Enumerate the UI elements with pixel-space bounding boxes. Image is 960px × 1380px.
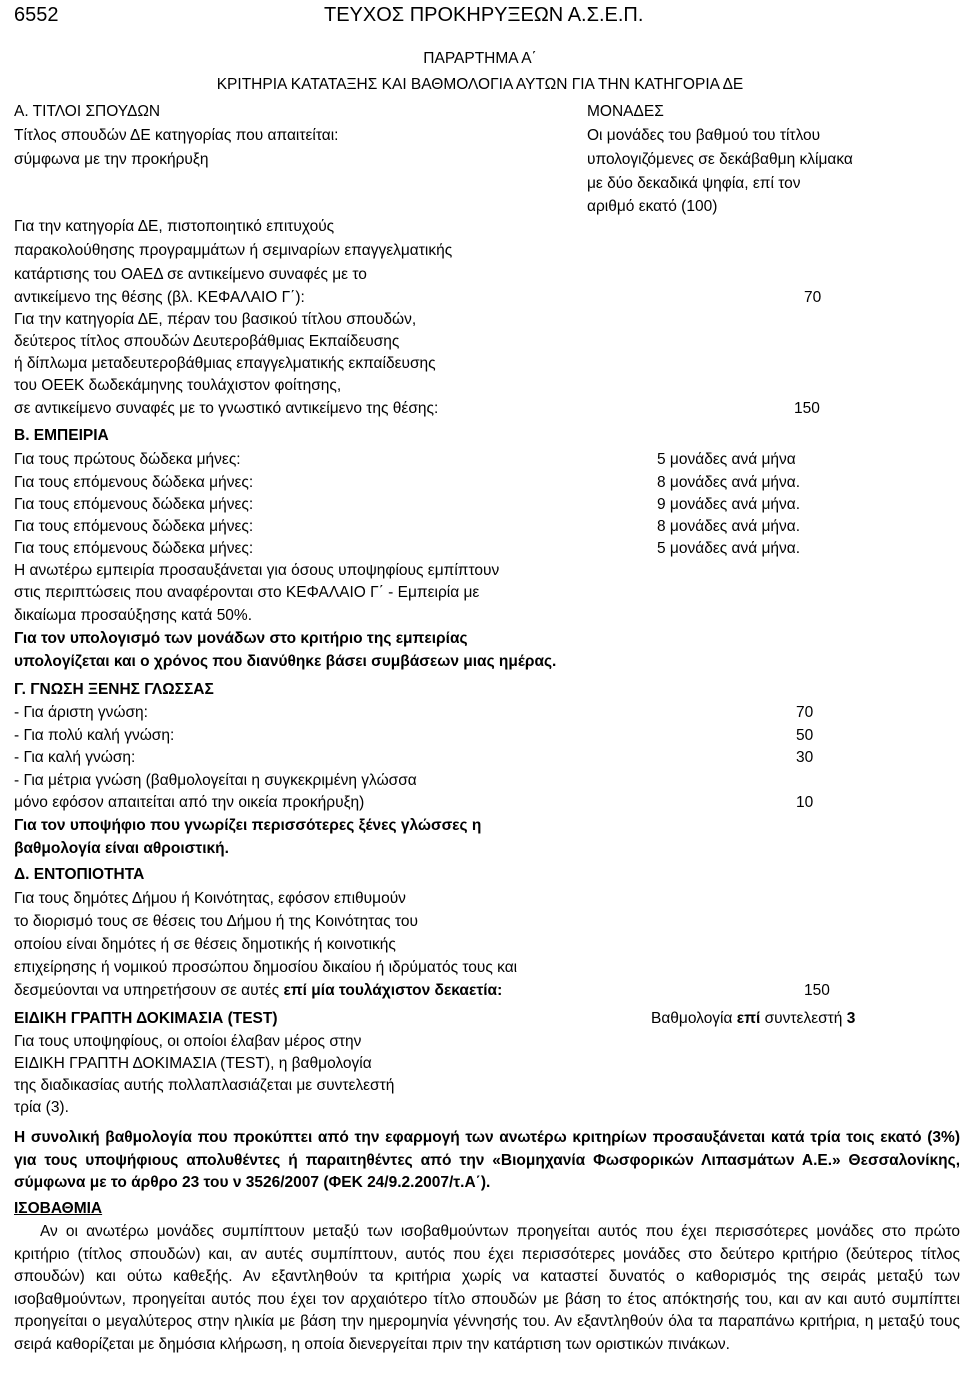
section-c-heading: Γ. ΓΝΩΣΗ ΞΕΝΗΣ ΓΛΩΣΣΑΣ — [14, 681, 214, 698]
language-row-value: 30 — [796, 749, 814, 766]
tie-heading: ΙΣΟΒΑΘΜΙΑ — [14, 1200, 103, 1217]
locality-line: οποίου είναι δημότες ή σε θέσεις δημοτικής ή κοινοτικής — [14, 936, 396, 953]
experience-row-label: Για τους επόμενους δώδεκα μήνες: — [14, 474, 254, 491]
experience-note-line: στις περιπτώσεις που αναφέρονται στο ΚΕΦΑΛΑΙΟ Γ΄ - Εμπειρία με — [14, 584, 480, 601]
experience-row-label: Για τους πρώτους δώδεκα μήνες: — [14, 451, 241, 468]
item1-line: Για την κατηγορία ΔΕ, πιστοποιητικό επιτυχούς — [14, 218, 335, 235]
item2-points: 150 — [794, 400, 820, 417]
experience-row-label: Για τους επόμενους δώδεκα μήνες: — [14, 518, 254, 535]
language-moderate-line: - Για μέτρια γνώση (βαθμολογείται η συγκεκριμένη γλώσσα — [14, 772, 417, 789]
special-test-line: τρία (3). — [14, 1099, 69, 1116]
special-test-line: Για τους υποψηφίους, οι οποίοι έλαβαν μέρος στην — [14, 1033, 362, 1050]
locality-points: 150 — [804, 982, 830, 999]
coefficient-text: συντελεστή — [760, 1010, 847, 1027]
tie-paragraph: Αν οι ανωτέρω μονάδες συμπίπτουν μεταξύ των ισοβαθμούντων προηγείται αυτός που έχει περισσότερες μονάδες στο πρώτο κριτήριο (τίτλος σπουδών) και, αν αυτές συμπίπτουν, αυτός που έχει περισσότερες μονάδες στο δεύτερο κριτήριο (δεύτερος τίτλος σπουδών) και ούτω καθεξής. Αν εξαντληθούν τα κριτήρια χωρίς να καταστεί δυνατός ο καθορισμός της σειράς μεταξύ των ισοβαθμούντων, προηγείται αυτός που έχει τον αρχαιότερο τίτλο σπουδών με βάση το έτος απόκτησής του, και αν και αυτό συμπίπτει προηγείται ο μεγαλύτερος στην ηλικία με βάση την ημερομηνία γέννησής του. Αν εξαντληθούν όλα τα παραπάνω κριτήρια, η μεταξύ τους σειρά καθορίζεται με δημόσια κλήρωση, η οποία διενεργείται πριν την κατάρτιση των οριστικών πινάκων. — [14, 1223, 960, 1353]
item2-line: δεύτερος τίτλος σπουδών Δευτεροβάθμιας Εκπαίδευσης — [14, 333, 400, 350]
section-a-intro-line: Τίτλος σπουδών ΔΕ κατηγορίας που απαιτείται: — [14, 127, 339, 144]
language-row-label: - Για καλή γνώση: — [14, 749, 136, 766]
coefficient-value: 3 — [846, 1010, 856, 1027]
language-row-label: - Για πολύ καλή γνώση: — [14, 727, 175, 744]
special-test-coefficient — [651, 1008, 855, 1030]
item2-line: Για την κατηγορία ΔΕ, πέραν του βασικού τίτλου σπουδών, — [14, 311, 417, 328]
language-row-label: - Για άριστη γνώση: — [14, 704, 148, 721]
special-test-heading: ΕΙΔΙΚΗ ΓΡΑΠΤΗ ΔΟΚΙΜΑΣΙΑ (TEST) — [14, 1010, 278, 1027]
coefficient-bold: επί — [736, 1010, 761, 1027]
locality-last-line — [14, 980, 502, 1002]
section-b-heading: Β. ΕΜΠΕΙΡΙΑ — [14, 427, 109, 444]
language-moderate-line: μόνο εφόσον απαιτείται από την οικεία προκήρυξη) — [14, 794, 365, 811]
locality-last-line-bold: επί μία τουλάχιστον δεκαετία: — [283, 982, 503, 999]
annex-title: ΠΑΡΑΡΤΗΜΑ Α΄ — [423, 50, 537, 67]
experience-row-label: Για τους επόμενους δώδεκα μήνες: — [14, 540, 254, 557]
language-row-value: 50 — [796, 727, 814, 744]
item2-line: ή δίπλωμα μεταδευτεροβάθμιας επαγγελματικής εκπαίδευσης — [14, 355, 436, 372]
experience-row-value: 8 μονάδες ανά μήνα. — [657, 474, 801, 491]
units-description-line: Οι μονάδες του βαθμού του τίτλου — [587, 127, 821, 144]
annex-subtitle: ΚΡΙΤΗΡΙΑ ΚΑΤΑΤΑΞΗΣ ΚΑΙ ΒΑΘΜΟΛΟΓΙΑ ΑΥΤΩΝ ΓΙΑ ΤΗΝ ΚΑΤΗΓΟΡΙΑ ΔΕ — [216, 76, 744, 93]
locality-line: Για τους δημότες Δήμου ή Κοινότητας, εφόσον επιθυμούν — [14, 890, 406, 907]
language-moderate-value: 10 — [796, 794, 814, 811]
coefficient-text: Βαθμολογία — [651, 1010, 737, 1027]
locality-line: επιχείρησης ή νομικού προσώπου δημοσίου δικαίου ή ιδρύματός τους και — [14, 959, 518, 976]
units-heading: ΜΟΝΑΔΕΣ — [587, 103, 664, 120]
special-test-line: ΕΙΔΙΚΗ ΓΡΑΠΤΗ ΔΟΚΙΜΑΣΙΑ (TEST), η βαθμολογία — [14, 1055, 372, 1072]
language-bold-note: βαθμολογία είναι αθροιστική. — [14, 840, 229, 857]
experience-row-label: Για τους επόμενους δώδεκα μήνες: — [14, 496, 254, 513]
issue-title: ΤΕΥΧΟΣ ΠΡΟΚΗΡΥΞΕΩΝ Α.Σ.Ε.Π. — [324, 4, 644, 26]
item2-line: σε αντικείμενο συναφές με το γνωστικό αντικείμενο της θέσης: — [14, 400, 439, 417]
language-bold-note: Για τον υποψήφιο που γνωρίζει περισσότερες ξένες γλώσσες η — [14, 817, 482, 834]
experience-bold-note: Για τον υπολογισμό των μονάδων στο κριτήριο της εμπειρίας — [14, 630, 468, 647]
total-score-paragraph: Η συνολική βαθμολογία που προκύπτει από την εφαρμογή των ανωτέρω κριτηρίων προσαυξάνεται κατά τρία τοις εκατό (3%) για τους υποψήφιους απολυθέντες ή παραιτηθέντες από την «Βιομηχανία Φωσφορικών Λιπασμάτων Α.Ε.» Θεσσαλονίκης, σύμφωνα με το άρθρο 23 του ν 3526/2007 (ΦΕΚ 24/9.2.2007/τ.Α΄). — [14, 1129, 960, 1192]
page-number: 6552 — [14, 4, 59, 26]
experience-row-value: 5 μονάδες ανά μήνα. — [657, 540, 801, 557]
units-description-line: αριθμό εκατό (100) — [587, 198, 718, 215]
section-a-intro-line: σύμφωνα με την προκήρυξη — [14, 151, 209, 168]
section-a-heading: Α. ΤΙΤΛΟΙ ΣΠΟΥΔΩΝ — [14, 103, 161, 120]
experience-row-value: 5 μονάδες ανά μήνα — [657, 451, 796, 468]
section-d-heading: Δ. ΕΝΤΟΠΙΟΤΗΤΑ — [14, 866, 145, 883]
experience-bold-note: υπολογίζεται και ο χρόνος που διανύθηκε βάσει συμβάσεων μιας ημέρας. — [14, 653, 557, 670]
language-row-value: 70 — [796, 704, 814, 721]
units-description-line: υπολογιζόμενες σε δεκάβαθμη κλίμακα — [587, 151, 853, 168]
units-description-line: με δύο δεκαδικά ψηφία, επί τον — [587, 175, 801, 192]
experience-row-value: 9 μονάδες ανά μήνα. — [657, 496, 801, 513]
experience-note-line: δικαίωμα προσαύξησης κατά 50%. — [14, 607, 253, 624]
item2-line: του ΟΕΕΚ δωδεκάμηνης τουλάχιστον φοίτησης, — [14, 377, 342, 394]
locality-line: το διορισμό τους σε θέσεις του Δήμου ή της Κοινότητας του — [14, 913, 418, 930]
experience-note-line: Η ανωτέρω εμπειρία προσαυξάνεται για όσους υποψηφίους εμπίπτουν — [14, 562, 500, 579]
special-test-line: της διαδικασίας αυτής πολλαπλασιάζεται με συντελεστή — [14, 1077, 395, 1094]
item1-line: κατάρτισης του ΟΑΕΔ σε αντικείμενο συναφές με το — [14, 266, 367, 283]
item1-line: αντικείμενο της θέσης (βλ. ΚΕΦΑΛΑΙΟ Γ΄): — [14, 289, 305, 306]
item1-points: 70 — [804, 289, 822, 306]
item1-line: παρακολούθησης προγραμμάτων ή σεμιναρίων επαγγελματικής — [14, 242, 453, 259]
locality-last-line-text: δεσμεύονται να υπηρετήσουν σε αυτές — [14, 982, 284, 999]
experience-row-value: 8 μονάδες ανά μήνα. — [657, 518, 801, 535]
